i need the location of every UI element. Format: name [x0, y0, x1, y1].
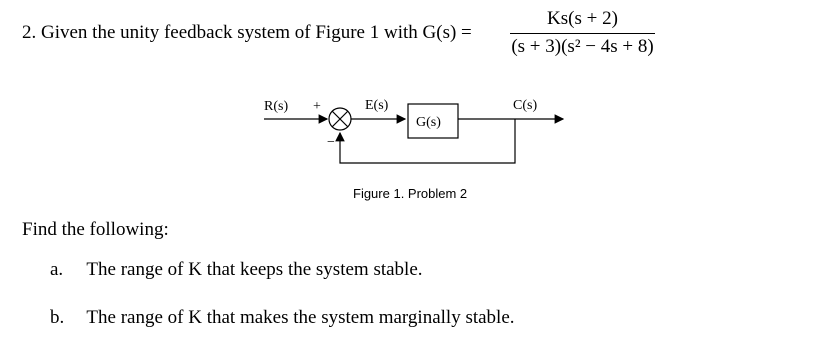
plus-sign: +	[313, 99, 321, 114]
question-b-text: The range of K that makes the system marginally stable.	[86, 307, 515, 328]
question-a-marker: a.	[50, 259, 64, 280]
summing-junction	[329, 108, 351, 130]
figure-caption: Figure 1. Problem 2	[353, 186, 468, 201]
transfer-function-numerator: Ks(s + 2)	[547, 8, 618, 29]
error-label: E(s)	[365, 98, 389, 113]
transfer-function-lhs: G(s) =	[422, 22, 472, 43]
problem-text: Given the unity feedback system of Figure 1 with	[41, 22, 418, 43]
transfer-function-denominator: (s + 3)(s² − 4s + 8)	[511, 36, 654, 57]
question-a-text: The range of K that keeps the system stable.	[86, 259, 423, 280]
question-b	[50, 307, 515, 329]
output-label: C(s)	[513, 98, 538, 113]
block-label: G(s)	[416, 115, 441, 130]
problem-number: 2.	[22, 22, 37, 43]
input-label: R(s)	[264, 99, 289, 114]
question-b-marker: b.	[50, 307, 65, 328]
questions-intro: Find the following:	[22, 219, 169, 240]
minus-sign: −	[327, 135, 335, 150]
question-a	[50, 259, 423, 281]
